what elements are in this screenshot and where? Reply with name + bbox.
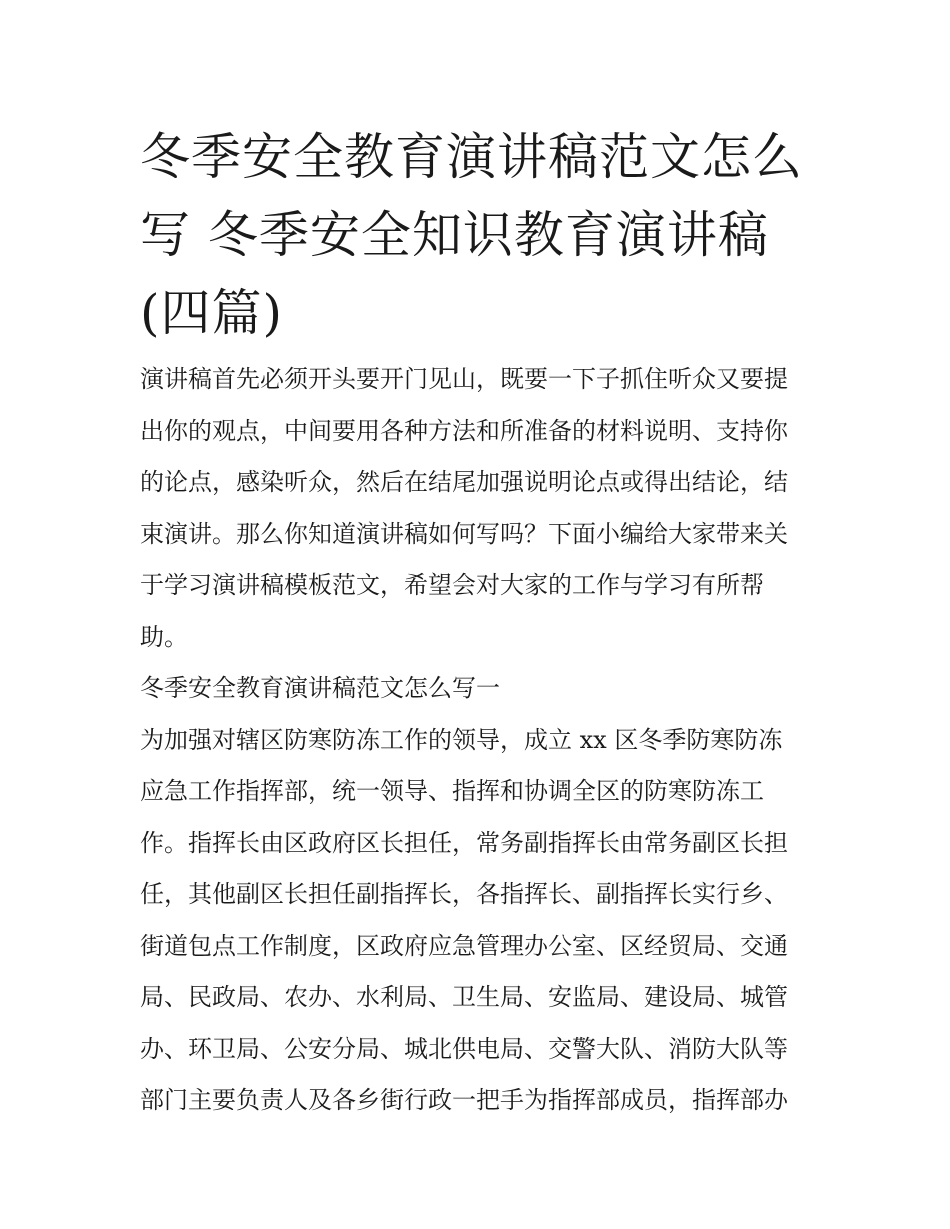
section-line: 局、民政局、农办、水利局、卫生局、安监局、建设局、城管 — [140, 983, 788, 1011]
section-line: 部门主要负责人及各乡街行政一把手为指挥部成员，指挥部办 — [140, 1086, 788, 1114]
intro-line: 于学习演讲稿模板范文，希望会对大家的工作与学习有所帮 — [140, 571, 764, 599]
intro-line: 助。 — [140, 622, 188, 651]
document-body — [140, 354, 820, 1127]
title-line: (四篇) — [140, 284, 284, 342]
section-line: 街道包点工作制度，区政府应急管理办公室、区经贸局、交通 — [140, 931, 788, 960]
section-line: 作。指挥长由区政府区长担任，常务副指挥长由常务副区长担 — [140, 828, 788, 857]
intro-line: 演讲稿首先必须开头要开门见山，既要一下子抓住听众又要提 — [140, 365, 788, 393]
section-line: 办、环卫局、公安分局、城北供电局、交警大队、消防大队等 — [140, 1034, 788, 1063]
intro-line: 出你的观点，中间要用各种方法和所准备的材料说明、支持你 — [140, 416, 788, 445]
section-line: 任，其他副区长担任副指挥长，各指挥长、副指挥长实行乡、 — [140, 880, 788, 908]
document-title — [140, 118, 830, 352]
title-line: 冬季安全教育演讲稿范文怎么 — [140, 128, 803, 186]
intro-line: 的论点，感染听众，然后在结尾加强说明论点或得出结论，结 — [140, 468, 788, 496]
title-line: 写 冬季安全知识教育演讲稿 — [140, 206, 769, 264]
section-heading: 冬季安全教育演讲稿范文怎么写一 — [140, 674, 500, 702]
intro-line: 束演讲。那么你知道演讲稿如何写吗？下面小编给大家带来关 — [140, 519, 788, 548]
section-line: 为加强对辖区防寒防冻工作的领导，成立 xx 区冬季防寒防冻 — [140, 725, 783, 754]
section-line: 应急工作指挥部，统一领导、指挥和协调全区的防寒防冻工 — [140, 777, 764, 805]
